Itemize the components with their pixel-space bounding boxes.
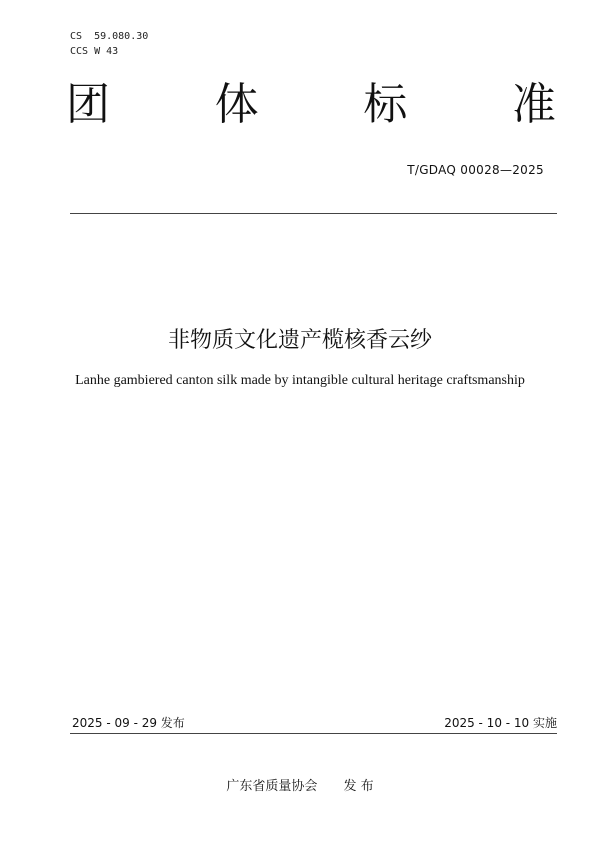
standard-name-chinese: 非物质文化遗产榄核香云纱 (167, 328, 432, 353)
top-divider (70, 213, 557, 214)
issuer-action: 发 布 (343, 779, 374, 794)
title-char-3: 标 (363, 79, 408, 130)
title-char-1: 团 (66, 79, 110, 130)
issuer-line (0, 775, 600, 794)
publish-date: 2025 - 09 - 29 发布 (72, 716, 185, 730)
ics-code: CS 59.080.30 (70, 31, 149, 42)
title-char-4: 准 (511, 79, 556, 130)
document-type-title (66, 78, 556, 132)
ccs-code: CCS W 43 (70, 46, 119, 57)
issuer-organization: 广东省质量协会 (226, 779, 318, 794)
implement-date: 2025 - 10 - 10 实施 (444, 716, 557, 730)
classification-codes (70, 29, 148, 59)
bottom-divider (70, 733, 557, 734)
title-char-2: 体 (214, 79, 259, 130)
standard-name-english: Lanhe gambiered canton silk made by intangible cultural heritage craftsmanship (75, 373, 525, 388)
standard-number: T/GDAQ 00028—2025 (407, 163, 544, 177)
